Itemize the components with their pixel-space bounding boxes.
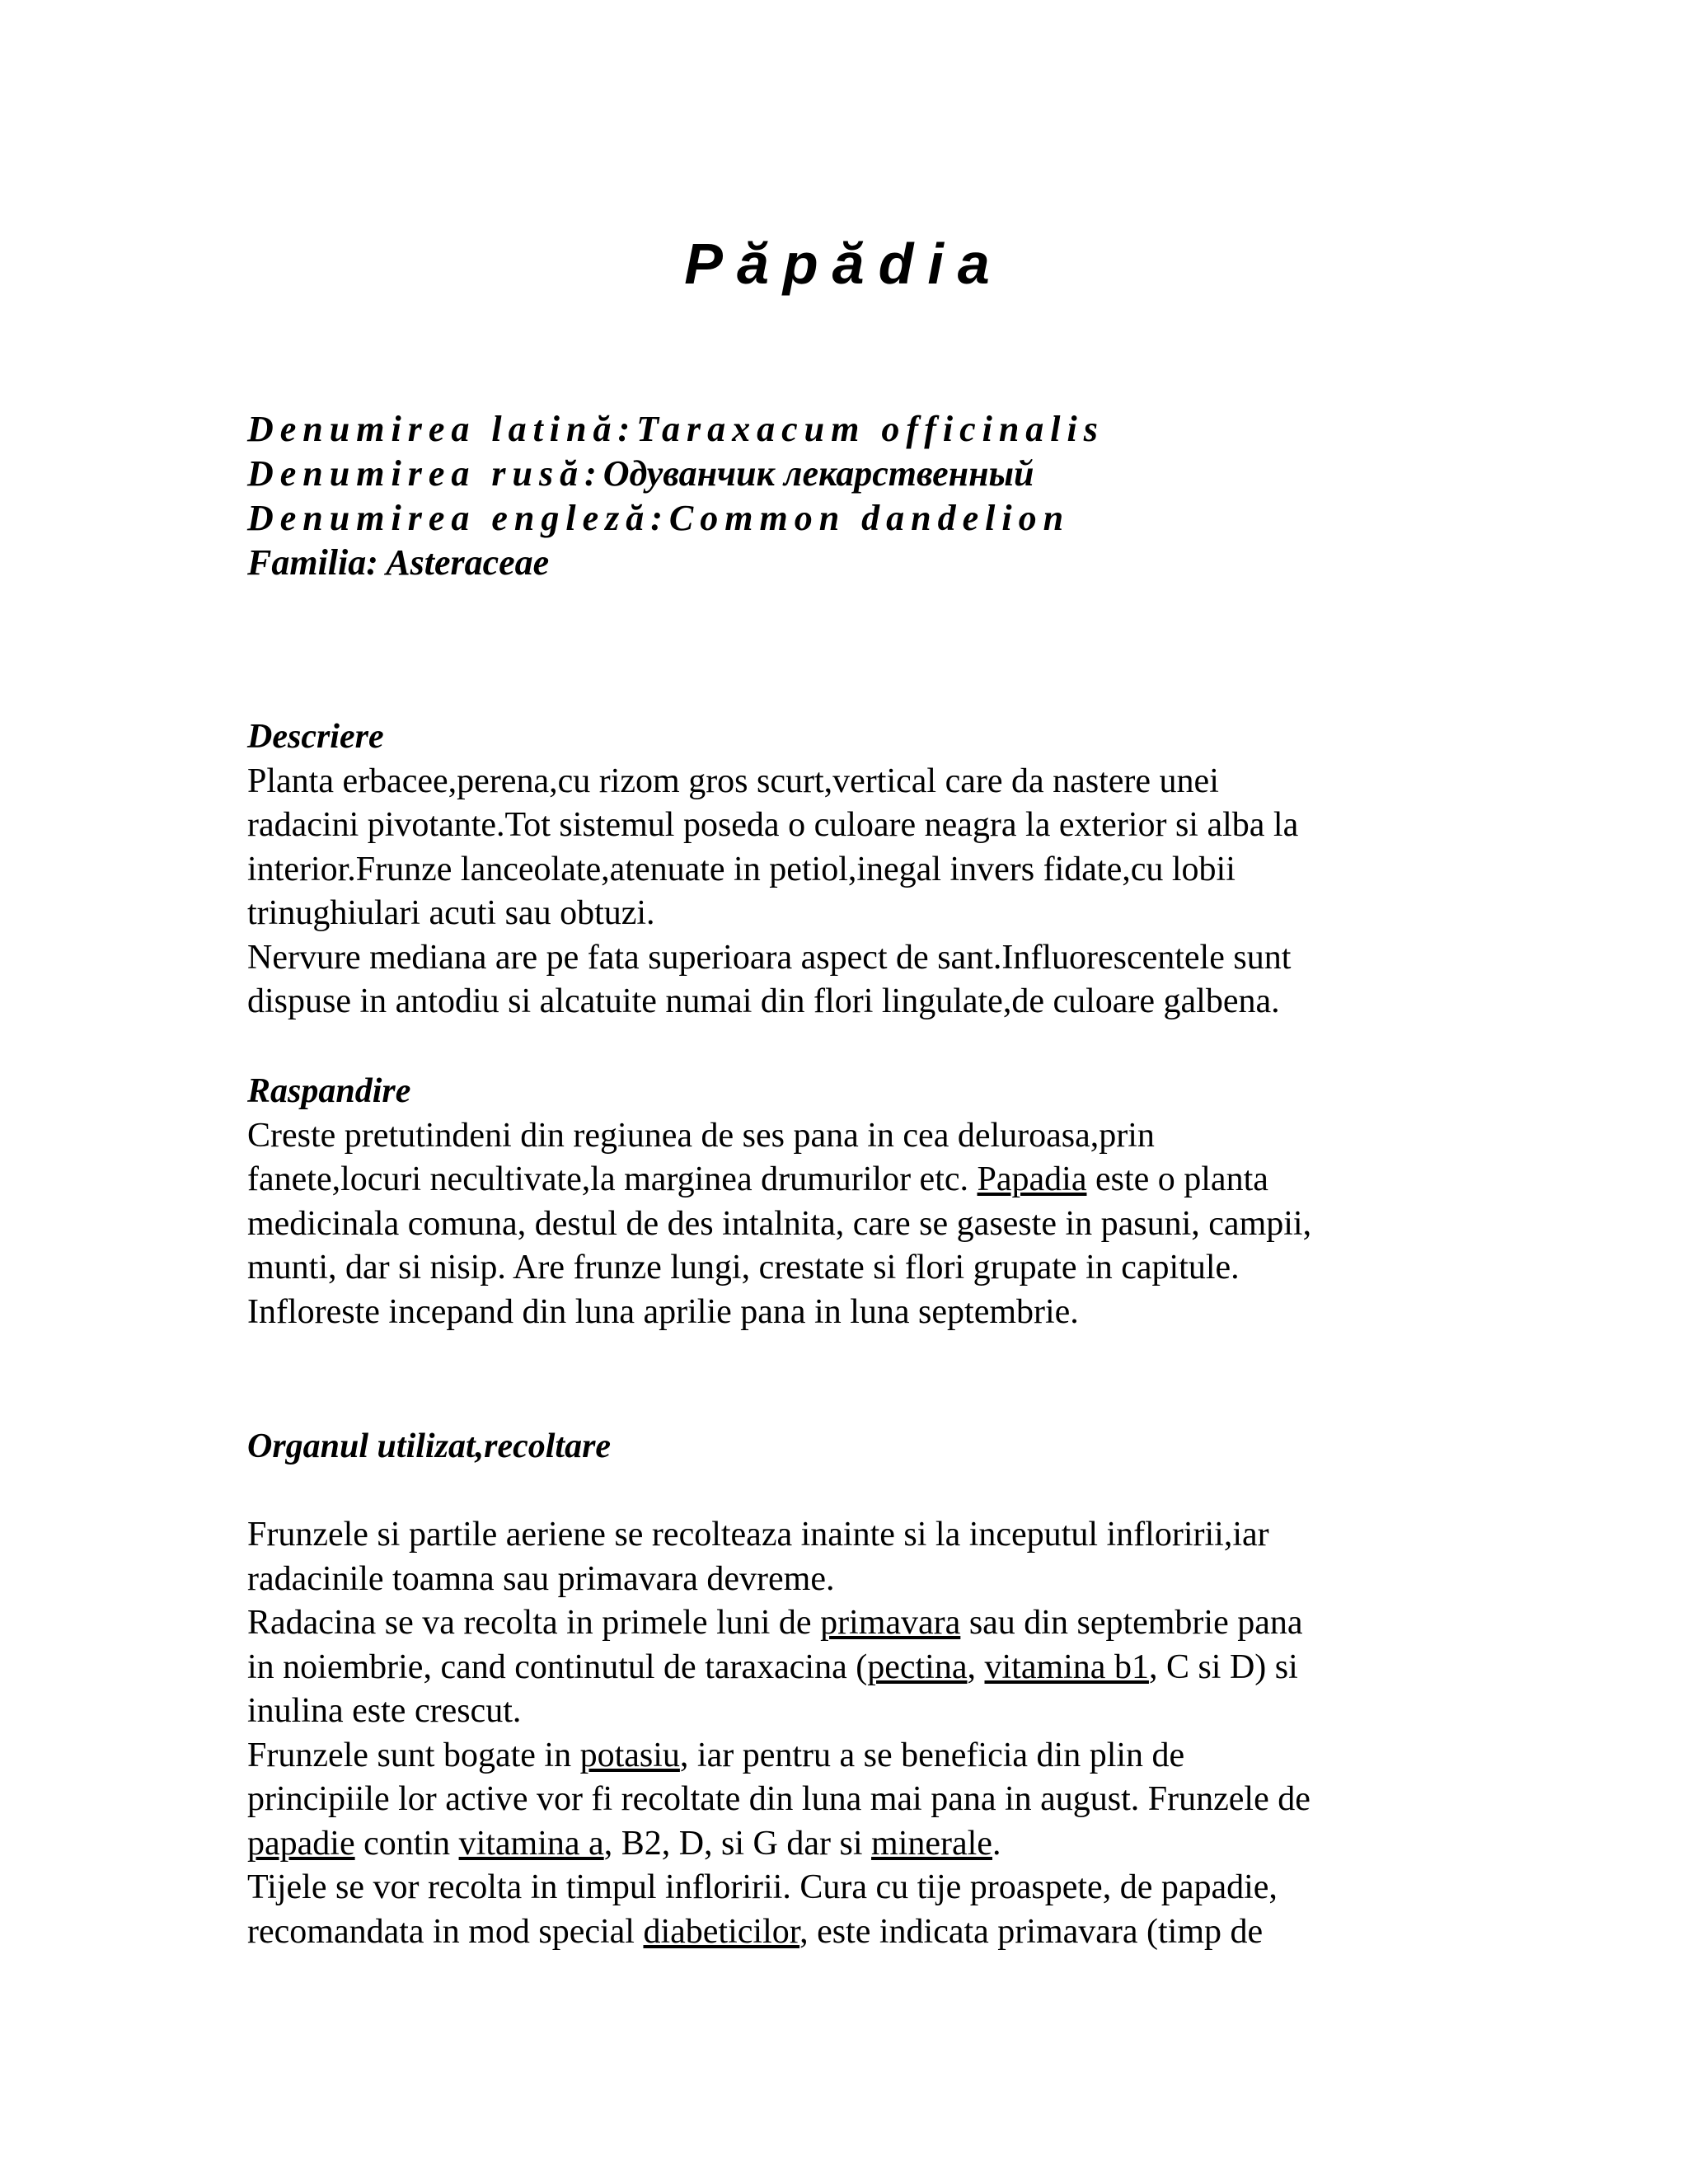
text-run: iar pentru a se beneficia din plin de	[688, 1736, 1185, 1774]
english-name-line	[247, 496, 1104, 541]
text-run: sau din septembrie pana	[960, 1604, 1303, 1642]
link-comma[interactable]: ,	[603, 1824, 613, 1863]
plant-names-block	[247, 407, 1104, 585]
link-primavara[interactable]: primavara	[820, 1604, 961, 1642]
text-run: recomandata in mod special	[247, 1912, 644, 1951]
paragraph-line: trinughiulari acuti sau obtuzi.	[247, 894, 655, 932]
english-name-value: Common dandelion	[668, 498, 1071, 538]
paragraph-line: radacinile toamna sau primavara devreme.	[247, 1559, 835, 1598]
page-title: Păpădia	[684, 232, 1004, 296]
paragraph-line	[247, 1646, 1451, 1690]
paragraph-line: radacini pivotante.Tot sistemul poseda o culoare neagra la exterior si alba la	[247, 806, 1299, 844]
text-run: Frunzele sunt bogate in	[247, 1736, 580, 1774]
russian-name-line	[247, 452, 1104, 496]
text-run: este o planta	[1086, 1160, 1268, 1198]
russian-name-label: Denumirea rusă:	[247, 453, 603, 494]
paragraph-line: dispuse in antodiu si alcatuite numai din flori lingulate,de culoare galbena.	[247, 982, 1280, 1020]
text-run: fanete,locuri necultivate,la marginea drumurilor etc.	[247, 1160, 978, 1198]
link-papadie[interactable]: papadie	[247, 1824, 355, 1863]
paragraph-line: Creste pretutindeni din regiunea de ses pana in cea deluroasa,prin	[247, 1116, 1155, 1155]
paragraph-line: Frunzele si partile aeriene se recolteaza inainte si la inceputul infloririi,iar	[247, 1516, 1269, 1554]
paragraph-line	[247, 1158, 1451, 1202]
text-run: in noiembrie, cand continutul de taraxacina (	[247, 1647, 868, 1686]
link-diabeticilor[interactable]: diabeticilor	[643, 1912, 800, 1951]
russian-name-value: Одуванчик лекарственный	[603, 453, 1034, 494]
section-heading-descriere: Descriere	[247, 718, 384, 756]
section-descriere	[247, 715, 1451, 1024]
family-line: Familia: Asteraceae	[247, 542, 550, 583]
paragraph-line	[247, 1910, 1451, 1955]
text-run: .	[992, 1824, 1001, 1863]
latin-name-value: Taraxacum officinalis	[636, 409, 1104, 449]
paragraph-line: inulina este crescut.	[247, 1692, 522, 1730]
link-vitamina-b1[interactable]: vitamina b1	[984, 1647, 1149, 1686]
blank-line	[247, 1469, 1451, 1514]
link-potasiu[interactable]: potasiu	[579, 1736, 680, 1774]
text-run: Radacina se va recolta in primele luni de	[247, 1604, 821, 1642]
text-run: B2, D, si G dar si	[612, 1824, 872, 1863]
section-heading-raspandire: Raspandire	[247, 1072, 411, 1110]
paragraph-line: Tijele se vor recolta in timpul infloririi. Cura cu tije proaspete, de papadie,	[247, 1868, 1278, 1906]
section-organul	[247, 1425, 1451, 1954]
english-name-label: Denumirea engleză:	[247, 498, 669, 538]
paragraph-line	[247, 1734, 1451, 1779]
section-heading-organul: Organul utilizat,recoltare	[247, 1427, 612, 1465]
link-minerale[interactable]: minerale	[871, 1824, 992, 1863]
text-run: contin	[354, 1824, 459, 1863]
paragraph-line: interior.Frunze lanceolate,atenuate in petiol,inegal invers fidate,cu lobii	[247, 850, 1236, 888]
text-run: ,	[967, 1647, 985, 1686]
text-run: , C si D) si	[1148, 1647, 1298, 1686]
link-pectina[interactable]: pectina	[867, 1647, 968, 1686]
link-vitamina-a[interactable]: vitamina a	[458, 1824, 604, 1863]
section-raspandire	[247, 1070, 1451, 1334]
latin-name-line	[247, 407, 1104, 452]
link-papadia[interactable]: Papadia	[977, 1160, 1087, 1198]
paragraph-line: medicinala comuna, destul de des intalnita, care se gaseste in pasuni, campii,	[247, 1204, 1312, 1243]
paragraph-line: Planta erbacee,perena,cu rizom gros scurt,vertical care da nastere unei	[247, 762, 1219, 800]
paragraph-line: Nervure mediana are pe fata superioara aspect de sant.Influorescentele sunt	[247, 938, 1292, 977]
paragraph-line	[247, 1601, 1451, 1646]
link-comma[interactable]: ,	[679, 1736, 689, 1774]
paragraph-line: munti, dar si nisip. Are frunze lungi, crestate si flori grupate in capitule.	[247, 1249, 1240, 1286]
paragraph-line	[247, 1822, 1451, 1867]
text-run: , este indicata primavara (timp de	[799, 1912, 1264, 1951]
paragraph-line: Infloreste incepand din luna aprilie pana in luna septembrie.	[247, 1292, 1079, 1331]
latin-name-label: Denumirea latină:	[247, 409, 637, 449]
paragraph-line: principiile lor active vor fi recoltate din luna mai pana in august. Frunzele de	[247, 1780, 1311, 1818]
